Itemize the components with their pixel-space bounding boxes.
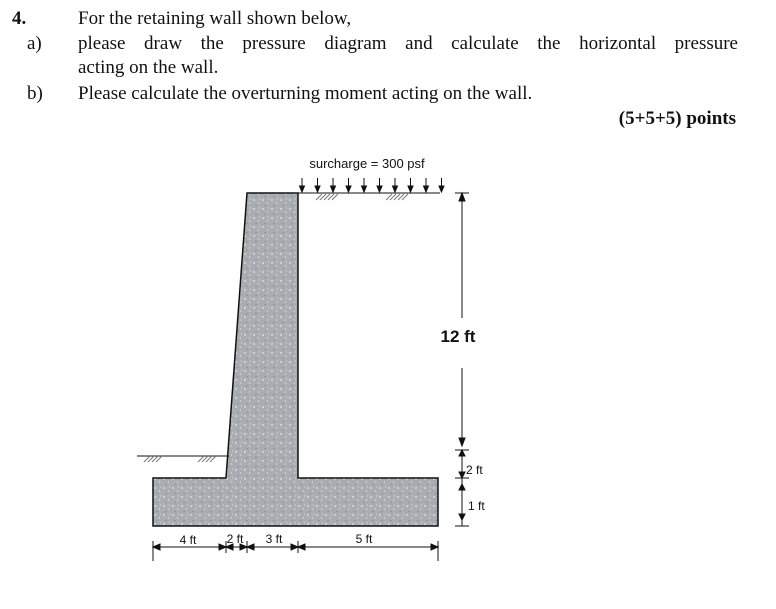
base-lower-label: 1 ft [468,499,485,513]
surcharge-arrow [300,178,305,192]
front-hatch-1 [144,456,162,462]
surcharge-arrow [408,178,413,192]
stem-top-label: 3 ft [265,532,283,546]
surcharge-arrow [346,178,351,192]
surcharge-arrow [439,178,444,192]
backfill-hatch-2 [386,194,408,200]
part-a-label: a) [27,33,42,54]
heel-label: 5 ft [355,532,373,546]
problem-number: 4. [12,8,27,29]
stem-bottom-label: 2 ft [226,532,244,546]
height-label: 12 ft [440,327,476,346]
surcharge-arrow [331,178,336,192]
surcharge-arrows [300,178,445,192]
surcharge-arrow [362,178,367,192]
part-a-line2: acting on the wall. [78,57,219,78]
retaining-wall-concrete [153,193,438,526]
surcharge-arrow [377,178,382,192]
front-hatch-2 [198,456,216,462]
surcharge-arrow [424,178,429,192]
problem-intro: For the retaining wall shown below, [78,8,352,29]
points-label: (5+5+5) points [618,108,736,129]
part-b-label: b) [27,83,43,104]
surcharge-arrow [315,178,320,192]
base-upper-label: 2 ft [466,463,483,477]
surcharge-label: surcharge = 300 psf [309,156,425,171]
backfill-hatch-1 [316,194,338,200]
part-a-line1: please draw the pressure diagram and calculate the horizontal pressure [78,33,738,54]
surcharge-arrow [393,178,398,192]
part-b-text: Please calculate the overturning moment acting on the wall. [78,83,533,104]
toe-label: 4 ft [179,533,197,547]
